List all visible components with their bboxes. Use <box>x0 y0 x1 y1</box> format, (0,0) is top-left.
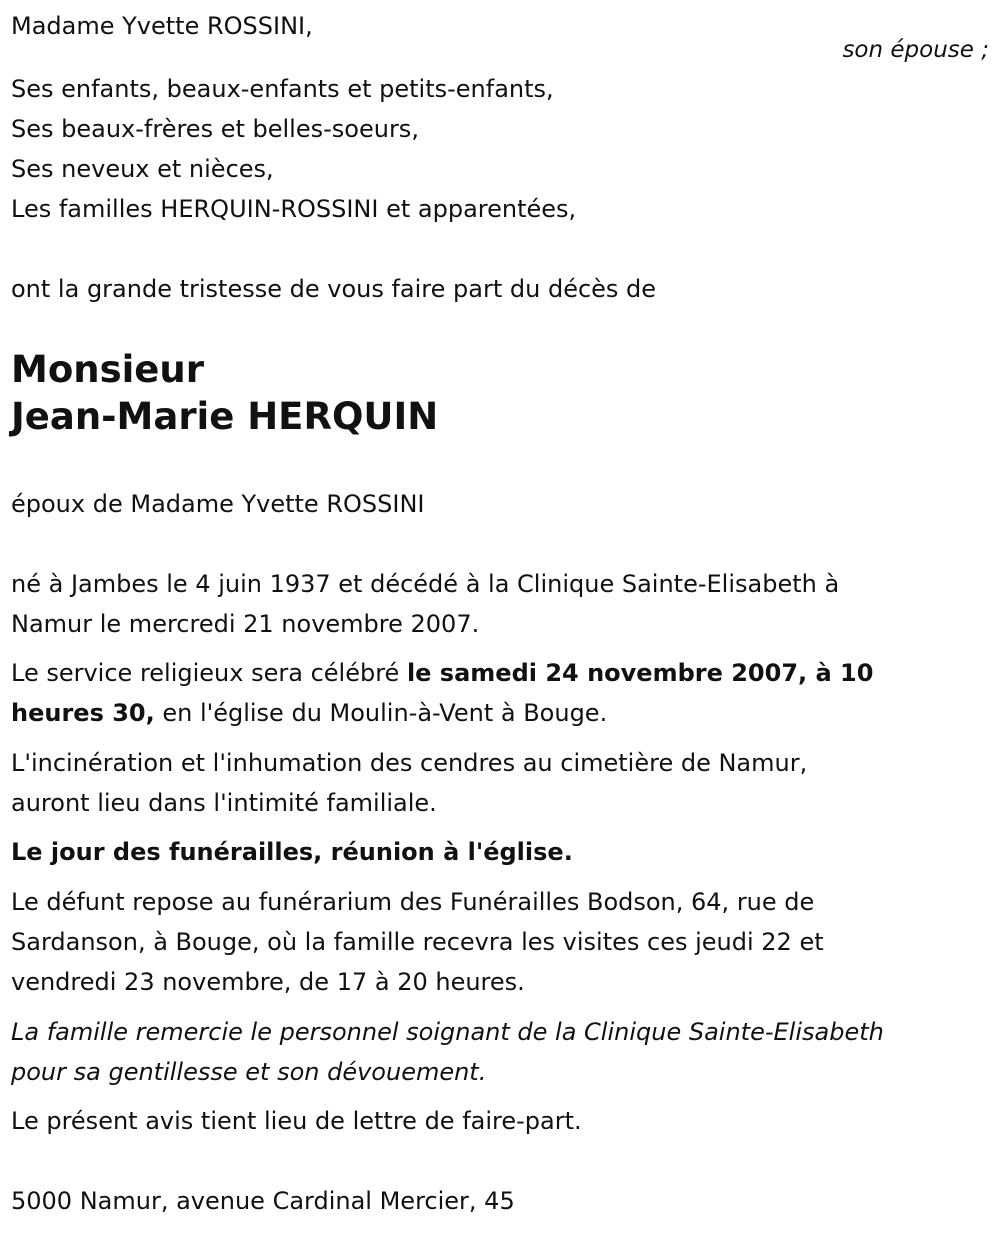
spouse-of-text: époux de Madame Yvette ROSSINI <box>11 490 425 518</box>
viewing-line: Le défunt repose au funérarium des Funérailles Bodson, 64, rue de <box>11 888 815 916</box>
thanks-line: La famille remercie le personnel soignant de la Clinique Sainte-Elisabeth <box>11 1018 884 1046</box>
spouse-role: son épouse ; <box>842 37 989 63</box>
family-line: Les familles HERQUIN-ROSSINI et apparentées, <box>11 195 577 223</box>
funeral-day-notice: Le jour des funérailles, réunion à l'église. <box>11 838 573 866</box>
deceased-title: Monsieur <box>11 348 204 391</box>
birth-death-paragraph <box>11 564 989 644</box>
service-prefix: Le service religieux sera célébré <box>11 659 407 687</box>
service-paragraph <box>11 653 989 733</box>
thanks-paragraph <box>11 1012 989 1092</box>
address: 5000 Namur, avenue Cardinal Mercier, 45 <box>11 1187 515 1215</box>
viewing-line: Sardanson, à Bouge, où la famille recevra les visites ces jeudi 22 et <box>11 928 824 956</box>
cremation-paragraph <box>11 743 989 823</box>
family-list <box>11 69 576 229</box>
spouse-name: Madame Yvette ROSSINI, <box>11 12 313 40</box>
family-line: Ses beaux-frères et belles-soeurs, <box>11 115 419 143</box>
announcement-text: ont la grande tristesse de vous faire part du décès de <box>11 275 657 303</box>
cremation-line: auront lieu dans l'intimité familiale. <box>11 789 437 817</box>
service-line-1 <box>11 653 989 693</box>
family-line: Ses enfants, beaux-enfants et petits-enfants, <box>11 75 554 103</box>
birth-death-line: né à Jambes le 4 juin 1937 et décédé à la Clinique Sainte-Elisabeth à <box>11 570 840 598</box>
thanks-line: pour sa gentillesse et son dévouement. <box>11 1058 487 1086</box>
service-date: le samedi 24 novembre 2007, à 10 <box>406 659 874 687</box>
service-location: en l'église du Moulin-à-Vent à Bouge. <box>154 699 608 727</box>
viewing-paragraph <box>11 882 989 1002</box>
birth-death-line: Namur le mercredi 21 novembre 2007. <box>11 610 480 638</box>
service-line-2 <box>11 693 989 733</box>
cremation-line: L'incinération et l'inhumation des cendres au cimetière de Namur, <box>11 749 808 777</box>
family-line: Ses neveux et nièces, <box>11 155 274 183</box>
deceased-name: Jean-Marie HERQUIN <box>11 395 439 438</box>
faire-part-notice: Le présent avis tient lieu de lettre de faire-part. <box>11 1107 582 1135</box>
deceased-name-block <box>11 346 438 440</box>
viewing-line: vendredi 23 novembre, de 17 à 20 heures. <box>11 968 525 996</box>
service-time: heures 30, <box>11 699 155 727</box>
